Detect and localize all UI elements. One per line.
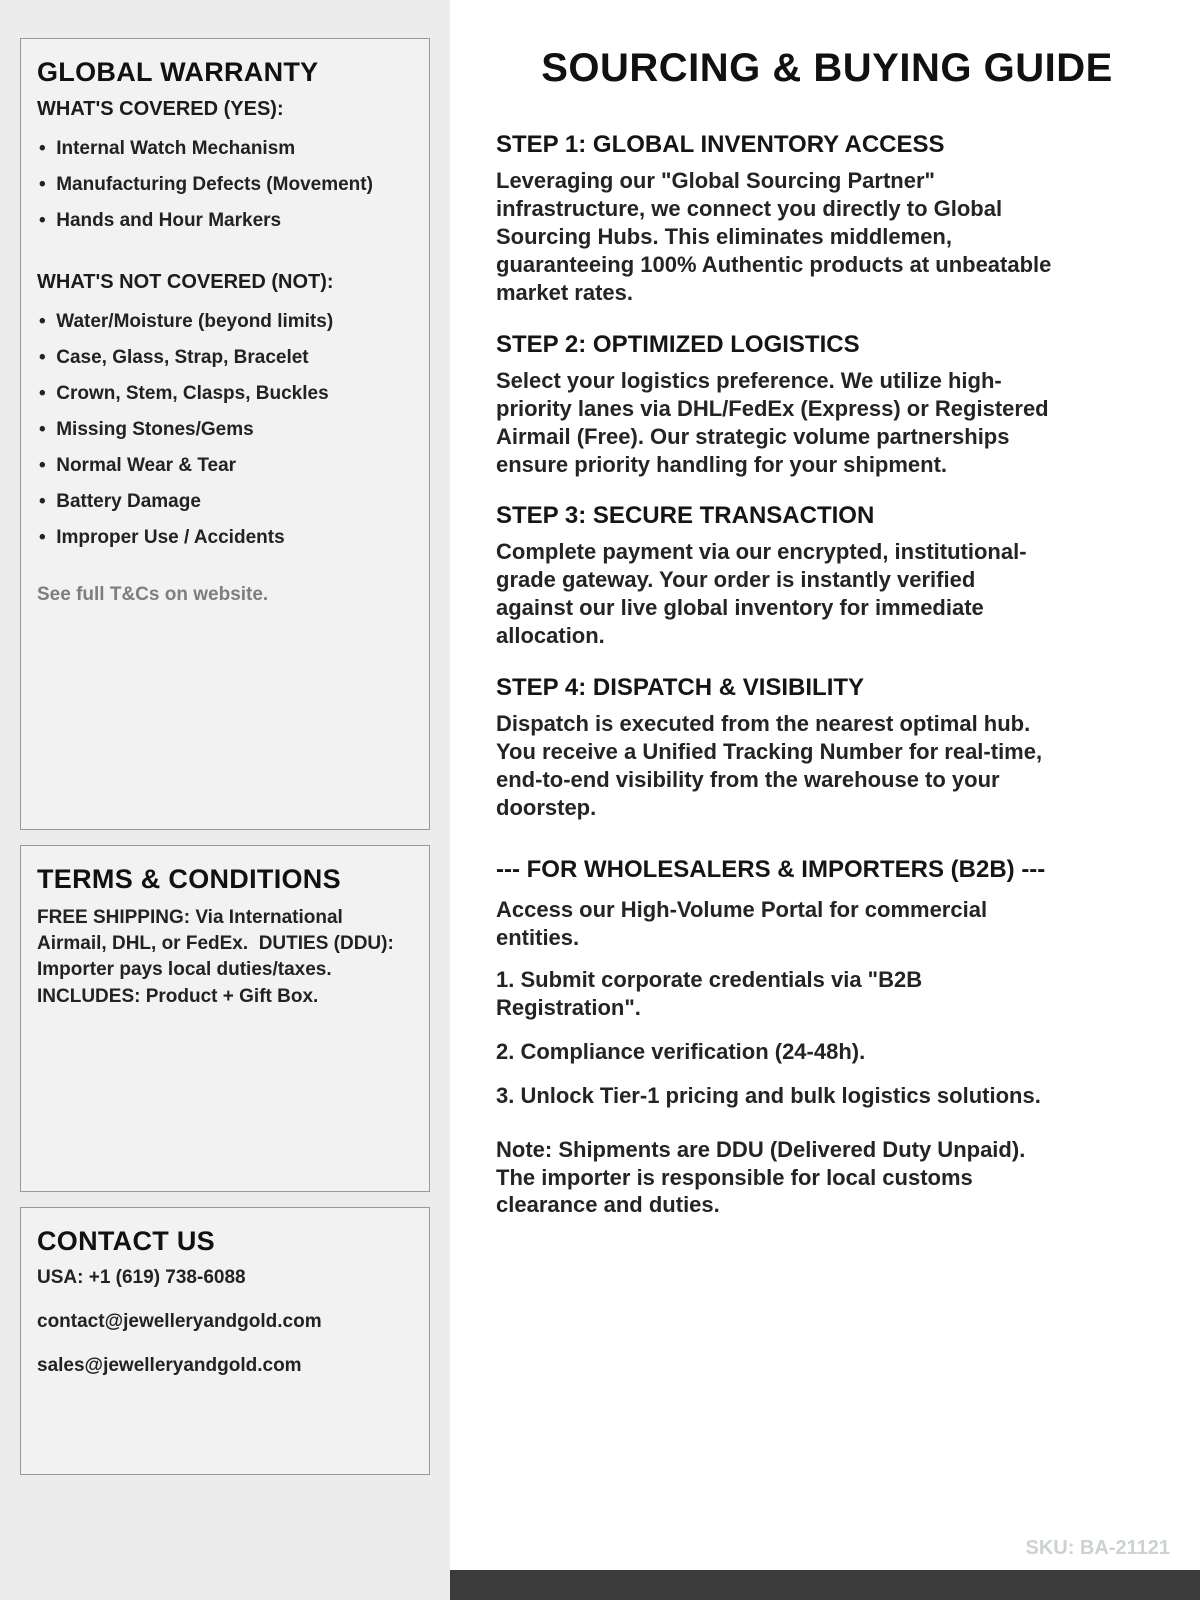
contact-email-sales: sales@jewelleryandgold.com — [37, 1355, 302, 1376]
main-area — [450, 0, 1200, 1600]
step-3-heading: STEP 3: SECURE TRANSACTION — [496, 502, 875, 530]
warranty-footnote: See full T&Cs on website. — [37, 584, 269, 605]
not-covered-item: • Battery Damage — [37, 484, 413, 520]
step-2-body: Select your logistics preference. We utilize high-priority lanes via DHL/FedEx (Express) or Registered Airmail (Free). Our strategic volume partnerships ensure priority handling for your shipment. — [496, 367, 1049, 477]
covered-heading: WHAT'S COVERED (YES): — [37, 98, 284, 120]
step-3-body: Complete payment via our encrypted, institutional-grade gateway. Your order is instantly verified against our live global inventory for immediate allocation. — [496, 539, 1027, 649]
covered-item: • Hands and Hour Markers — [37, 203, 413, 239]
b2b-heading: --- FOR WHOLESALERS & IMPORTERS (B2B) --- — [496, 855, 1046, 883]
step-2-section — [496, 331, 1056, 479]
b2b-item-2: 2. Compliance verification (24-48h). — [496, 1038, 866, 1064]
step-4-heading: STEP 4: DISPATCH & VISIBILITY — [496, 674, 865, 702]
not-covered-item: • Water/Moisture (beyond limits) — [37, 304, 413, 340]
bottom-bar — [450, 1570, 1200, 1600]
terms-body: FREE SHIPPING: Via International Airmail, DHL, or FedEx. DUTIES (DDU): Importer pays local duties/taxes. INCLUDES: Product + Gift Box. — [37, 907, 400, 1007]
warranty-box — [20, 38, 430, 830]
step-1-body: Leveraging our "Global Sourcing Partner" infrastructure, we connect you directly to Global Sourcing Hubs. This eliminates middlemen, guaranteeing 100% Authentic products at unbeatable market rates. — [496, 168, 1052, 305]
not-covered-item: • Missing Stones/Gems — [37, 412, 413, 448]
terms-box — [20, 845, 430, 1192]
b2b-section — [496, 856, 1158, 1219]
guide-content — [450, 0, 1200, 1537]
not-covered-item: • Crown, Stem, Clasps, Buckles — [37, 376, 413, 412]
contact-email-primary: contact@jewelleryandgold.com — [37, 1311, 322, 1332]
contact-box — [20, 1207, 430, 1475]
not-covered-item: • Improper Use / Accidents — [37, 520, 413, 556]
step-1-heading: STEP 1: GLOBAL INVENTORY ACCESS — [496, 131, 945, 158]
page-title: SOURCING & BUYING GUIDE — [541, 46, 1113, 90]
step-3-section — [496, 502, 1056, 650]
b2b-note: Note: Shipments are DDU (Delivered Duty Unpaid). The importer is responsible for local customs clearance and duties. — [496, 1136, 1026, 1218]
not-covered-item: • Case, Glass, Strap, Bracelet — [37, 340, 413, 376]
not-covered-list — [37, 304, 413, 556]
sidebar — [0, 0, 450, 1600]
covered-list — [37, 131, 413, 239]
contact-phone: USA: +1 (619) 738-6088 — [37, 1267, 246, 1288]
warranty-title: GLOBAL WARRANTY — [37, 57, 319, 87]
contact-title: CONTACT US — [37, 1226, 215, 1256]
step-2-heading: STEP 2: OPTIMIZED LOGISTICS — [496, 330, 860, 358]
not-covered-heading: WHAT'S NOT COVERED (NOT): — [37, 271, 334, 293]
b2b-item-1: 1. Submit corporate credentials via "B2B Registration". — [496, 966, 923, 1020]
b2b-item-3: 3. Unlock Tier-1 pricing and bulk logistics solutions. — [496, 1082, 1041, 1108]
step-1-section — [496, 131, 1056, 307]
covered-item: • Manufacturing Defects (Movement) — [37, 167, 413, 203]
sku-label: SKU: BA-21121 — [1025, 1537, 1170, 1559]
b2b-intro: Access our High-Volume Portal for commercial entities. — [496, 896, 988, 950]
covered-item: • Internal Watch Mechanism — [37, 131, 413, 167]
step-4-body: Dispatch is executed from the nearest optimal hub. You receive a Unified Tracking Number for real-time, end-to-end visibility from the warehouse to your doorstep. — [496, 711, 1043, 820]
step-4-section — [496, 674, 1056, 822]
terms-title: TERMS & CONDITIONS — [37, 864, 341, 894]
not-covered-item: • Normal Wear & Tear — [37, 448, 413, 484]
